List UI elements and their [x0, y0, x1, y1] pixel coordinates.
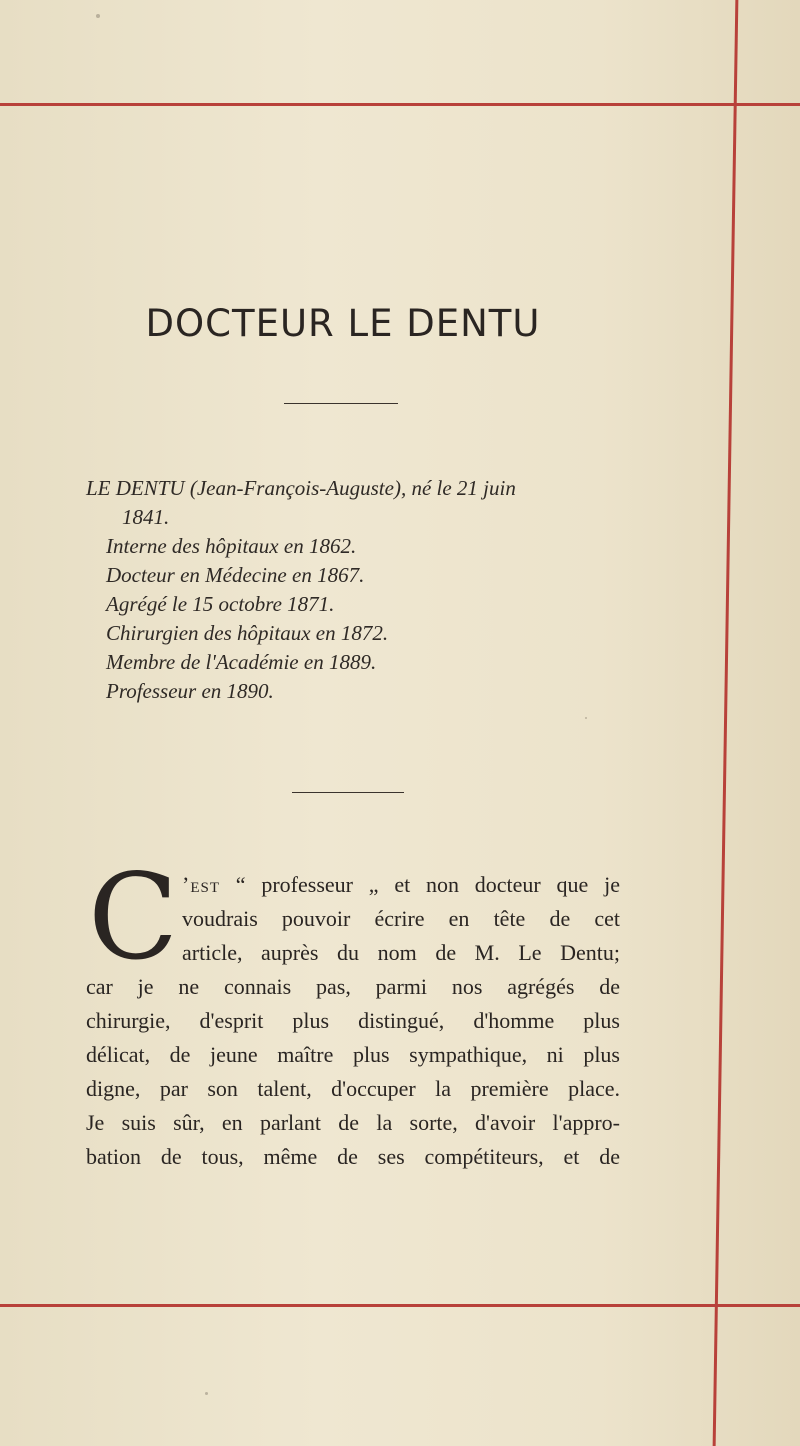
body-line-text: “ professeur „ et non docteur que je [220, 872, 620, 897]
bottom-red-rule [0, 1304, 800, 1307]
body-line: digne, par son talent, d'occuper la première place. [86, 1076, 620, 1101]
section-separator [292, 792, 404, 793]
bio-line: Docteur en Médecine en 1867. [106, 563, 365, 587]
page-title: DOCTEUR LE DENTU [145, 302, 541, 345]
bio-line: Interne des hôpitaux en 1862. [106, 534, 357, 558]
top-red-rule [0, 103, 800, 106]
paper-speck [205, 1392, 208, 1395]
bio-line: LE DENTU (Jean-François-Auguste), né le 21 juin [86, 476, 516, 500]
drop-cap: C [88, 848, 179, 986]
bio-line: Professeur en 1890. [106, 679, 274, 703]
biography-block [86, 474, 646, 706]
paper-speck [585, 717, 587, 719]
body-line: délicat, de jeune maître plus sympathique, ni plus [86, 1042, 620, 1067]
first-word: ’est [182, 872, 220, 897]
bio-line: Chirurgien des hôpitaux en 1872. [106, 621, 389, 645]
body-line: bation de tous, même de ses compétiteurs, et de [86, 1144, 620, 1169]
article-text [86, 868, 620, 1174]
body-line: chirurgie, d'esprit plus distingué, d'homme plus [86, 1008, 620, 1033]
bio-line: Agrégé le 15 octobre 1871. [106, 592, 335, 616]
paper-speck [96, 14, 100, 18]
body-line: article, auprès du nom de M. Le Dentu; [182, 940, 620, 965]
body-line: car je ne connais pas, parmi nos agrégés de [86, 974, 620, 999]
body-line: voudrais pouvoir écrire en tête de cet [182, 906, 620, 931]
bio-line: Membre de l'Académie en 1889. [106, 650, 377, 674]
body-line: Je suis sûr, en parlant de la sorte, d'avoir l'appro- [86, 1110, 620, 1135]
body-line [86, 868, 620, 902]
title-separator [284, 403, 398, 404]
bio-line: 1841. [122, 505, 170, 529]
